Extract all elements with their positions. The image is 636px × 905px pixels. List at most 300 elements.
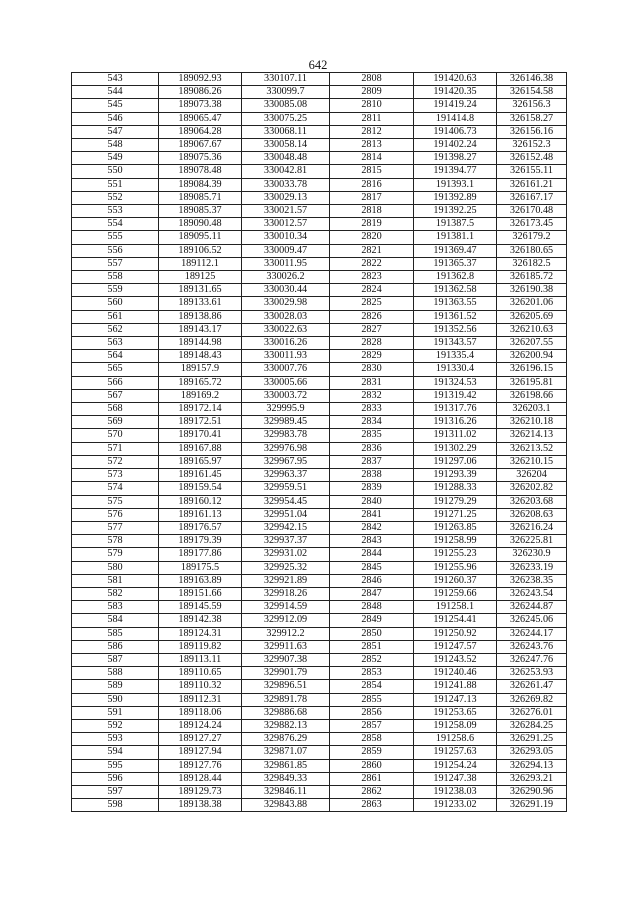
table-row — [72, 231, 567, 244]
x-coordinate-right: 191311.02 — [414, 429, 497, 442]
y-coordinate-right: 326253.93 — [497, 667, 567, 680]
y-coordinate-left: 330016.26 — [242, 337, 330, 350]
y-coordinate-right: 326230.9 — [497, 548, 567, 561]
y-coordinate-right: 326208.63 — [497, 508, 567, 521]
point-number-right: 2854 — [330, 680, 414, 693]
y-coordinate-left: 330029.13 — [242, 191, 330, 204]
x-coordinate-right: 191365.37 — [414, 257, 497, 270]
table-row — [72, 86, 567, 99]
table-row — [72, 469, 567, 482]
x-coordinate-left: 189161.13 — [159, 508, 242, 521]
table-row — [72, 310, 567, 323]
x-coordinate-right: 191247.38 — [414, 772, 497, 785]
y-coordinate-left: 329921.89 — [242, 574, 330, 587]
point-number-right: 2846 — [330, 574, 414, 587]
y-coordinate-right: 326179.2 — [497, 231, 567, 244]
y-coordinate-right: 326238.35 — [497, 574, 567, 587]
x-coordinate-right: 191293.39 — [414, 469, 497, 482]
point-number-right: 2852 — [330, 653, 414, 666]
x-coordinate-right: 191243.52 — [414, 653, 497, 666]
y-coordinate-right: 326196.15 — [497, 363, 567, 376]
point-number-left: 585 — [72, 627, 159, 640]
point-number-right: 2860 — [330, 759, 414, 772]
y-coordinate-right: 326203.68 — [497, 495, 567, 508]
table-row — [72, 99, 567, 112]
x-coordinate-right: 191317.76 — [414, 403, 497, 416]
y-coordinate-right: 326290.96 — [497, 785, 567, 798]
point-number-left: 579 — [72, 548, 159, 561]
point-number-left: 581 — [72, 574, 159, 587]
x-coordinate-right: 191419.24 — [414, 99, 497, 112]
point-number-left: 555 — [72, 231, 159, 244]
x-coordinate-left: 189165.97 — [159, 455, 242, 468]
point-number-left: 571 — [72, 442, 159, 455]
y-coordinate-right: 326284.25 — [497, 719, 567, 732]
x-coordinate-left: 189160.12 — [159, 495, 242, 508]
x-coordinate-right: 191420.63 — [414, 73, 497, 86]
table-row — [72, 363, 567, 376]
x-coordinate-left: 189144.98 — [159, 337, 242, 350]
point-number-right: 2837 — [330, 455, 414, 468]
x-coordinate-left: 189065.47 — [159, 112, 242, 125]
point-number-right: 2836 — [330, 442, 414, 455]
y-coordinate-left: 330011.93 — [242, 350, 330, 363]
y-coordinate-left: 329882.13 — [242, 719, 330, 732]
table-row — [72, 297, 567, 310]
point-number-right: 2845 — [330, 561, 414, 574]
y-coordinate-left: 329951.04 — [242, 508, 330, 521]
x-coordinate-left: 189128.44 — [159, 772, 242, 785]
y-coordinate-left: 330075.25 — [242, 112, 330, 125]
point-number-right: 2858 — [330, 733, 414, 746]
y-coordinate-right: 326185.72 — [497, 271, 567, 284]
point-number-left: 582 — [72, 587, 159, 600]
y-coordinate-right: 326291.25 — [497, 733, 567, 746]
point-number-left: 574 — [72, 482, 159, 495]
x-coordinate-left: 189064.28 — [159, 125, 242, 138]
y-coordinate-left: 330029.98 — [242, 297, 330, 310]
point-number-left: 549 — [72, 152, 159, 165]
table-row — [72, 455, 567, 468]
point-number-right: 2853 — [330, 667, 414, 680]
table-row — [72, 680, 567, 693]
y-coordinate-right: 326167.17 — [497, 191, 567, 204]
x-coordinate-right: 191254.41 — [414, 614, 497, 627]
point-number-right: 2832 — [330, 389, 414, 402]
point-number-right: 2844 — [330, 548, 414, 561]
y-coordinate-right: 326155.11 — [497, 165, 567, 178]
y-coordinate-right: 326202.82 — [497, 482, 567, 495]
x-coordinate-left: 189175.5 — [159, 561, 242, 574]
x-coordinate-left: 189127.76 — [159, 759, 242, 772]
point-number-right: 2809 — [330, 86, 414, 99]
y-coordinate-left: 330107.11 — [242, 73, 330, 86]
x-coordinate-left: 189157.9 — [159, 363, 242, 376]
y-coordinate-left: 330026.2 — [242, 271, 330, 284]
y-coordinate-right: 326244.17 — [497, 627, 567, 640]
x-coordinate-right: 191363.55 — [414, 297, 497, 310]
y-coordinate-right: 326201.06 — [497, 297, 567, 310]
x-coordinate-left: 189165.72 — [159, 376, 242, 389]
table-row — [72, 429, 567, 442]
y-coordinate-left: 329849.33 — [242, 772, 330, 785]
y-coordinate-right: 326207.55 — [497, 337, 567, 350]
point-number-right: 2856 — [330, 706, 414, 719]
point-number-left: 573 — [72, 469, 159, 482]
x-coordinate-left: 189110.65 — [159, 667, 242, 680]
point-number-right: 2827 — [330, 323, 414, 336]
point-number-left: 560 — [72, 297, 159, 310]
table-row — [72, 561, 567, 574]
point-number-right: 2822 — [330, 257, 414, 270]
y-coordinate-left: 330022.63 — [242, 323, 330, 336]
x-coordinate-left: 189112.1 — [159, 257, 242, 270]
y-coordinate-left: 329912.09 — [242, 614, 330, 627]
x-coordinate-right: 191394.77 — [414, 165, 497, 178]
x-coordinate-right: 191392.89 — [414, 191, 497, 204]
x-coordinate-left: 189169.2 — [159, 389, 242, 402]
y-coordinate-right: 326210.18 — [497, 416, 567, 429]
point-number-right: 2848 — [330, 601, 414, 614]
x-coordinate-right: 191259.66 — [414, 587, 497, 600]
table-row — [72, 693, 567, 706]
x-coordinate-left: 189163.89 — [159, 574, 242, 587]
y-coordinate-left: 330099.7 — [242, 86, 330, 99]
point-number-left: 553 — [72, 205, 159, 218]
table-row — [72, 323, 567, 336]
point-number-right: 2829 — [330, 350, 414, 363]
y-coordinate-left: 330010.34 — [242, 231, 330, 244]
table-row — [72, 495, 567, 508]
table-row — [72, 350, 567, 363]
y-coordinate-left: 330048.48 — [242, 152, 330, 165]
x-coordinate-right: 191258.6 — [414, 733, 497, 746]
point-number-right: 2850 — [330, 627, 414, 640]
x-coordinate-right: 191330.4 — [414, 363, 497, 376]
y-coordinate-right: 326247.76 — [497, 653, 567, 666]
point-number-left: 588 — [72, 667, 159, 680]
point-number-right: 2823 — [330, 271, 414, 284]
x-coordinate-left: 189118.06 — [159, 706, 242, 719]
x-coordinate-right: 191288.33 — [414, 482, 497, 495]
table-row — [72, 191, 567, 204]
x-coordinate-right: 191335.4 — [414, 350, 497, 363]
point-number-left: 558 — [72, 271, 159, 284]
point-number-right: 2826 — [330, 310, 414, 323]
table-row — [72, 73, 567, 86]
y-coordinate-left: 330021.57 — [242, 205, 330, 218]
y-coordinate-right: 326154.58 — [497, 86, 567, 99]
point-number-right: 2833 — [330, 403, 414, 416]
y-coordinate-left: 329896.51 — [242, 680, 330, 693]
y-coordinate-right: 326203.1 — [497, 403, 567, 416]
point-number-right: 2830 — [330, 363, 414, 376]
point-number-left: 564 — [72, 350, 159, 363]
y-coordinate-left: 329861.85 — [242, 759, 330, 772]
y-coordinate-right: 326243.76 — [497, 640, 567, 653]
point-number-left: 562 — [72, 323, 159, 336]
point-number-right: 2862 — [330, 785, 414, 798]
x-coordinate-right: 191253.65 — [414, 706, 497, 719]
x-coordinate-left: 189119.82 — [159, 640, 242, 653]
y-coordinate-left: 329912.2 — [242, 627, 330, 640]
point-number-right: 2842 — [330, 521, 414, 534]
table-row — [72, 178, 567, 191]
x-coordinate-right: 191319.42 — [414, 389, 497, 402]
y-coordinate-left: 330058.14 — [242, 139, 330, 152]
y-coordinate-right: 326146.38 — [497, 73, 567, 86]
y-coordinate-left: 329843.88 — [242, 799, 330, 812]
point-number-left: 543 — [72, 73, 159, 86]
point-number-left: 569 — [72, 416, 159, 429]
x-coordinate-left: 189078.48 — [159, 165, 242, 178]
point-number-left: 545 — [72, 99, 159, 112]
point-number-right: 2825 — [330, 297, 414, 310]
point-number-left: 591 — [72, 706, 159, 719]
table-row — [72, 601, 567, 614]
y-coordinate-left: 329963.37 — [242, 469, 330, 482]
x-coordinate-right: 191271.25 — [414, 508, 497, 521]
table-row — [72, 799, 567, 812]
x-coordinate-left: 189145.59 — [159, 601, 242, 614]
point-number-right: 2810 — [330, 99, 414, 112]
x-coordinate-left: 189170.41 — [159, 429, 242, 442]
y-coordinate-left: 330007.76 — [242, 363, 330, 376]
point-number-right: 2811 — [330, 112, 414, 125]
x-coordinate-left: 189073.38 — [159, 99, 242, 112]
x-coordinate-left: 189127.94 — [159, 746, 242, 759]
y-coordinate-right: 326152.48 — [497, 152, 567, 165]
x-coordinate-right: 191279.29 — [414, 495, 497, 508]
table-row — [72, 271, 567, 284]
y-coordinate-left: 330011.95 — [242, 257, 330, 270]
point-number-left: 563 — [72, 337, 159, 350]
point-number-left: 578 — [72, 535, 159, 548]
x-coordinate-left: 189167.88 — [159, 442, 242, 455]
x-coordinate-left: 189124.31 — [159, 627, 242, 640]
y-coordinate-right: 326293.21 — [497, 772, 567, 785]
table-row — [72, 733, 567, 746]
table-row — [72, 719, 567, 732]
y-coordinate-right: 326195.81 — [497, 376, 567, 389]
y-coordinate-right: 326261.47 — [497, 680, 567, 693]
x-coordinate-left: 189113.11 — [159, 653, 242, 666]
table-row — [72, 389, 567, 402]
y-coordinate-left: 329918.26 — [242, 587, 330, 600]
point-number-left: 561 — [72, 310, 159, 323]
x-coordinate-right: 191258.09 — [414, 719, 497, 732]
y-coordinate-left: 329891.78 — [242, 693, 330, 706]
x-coordinate-right: 191352.56 — [414, 323, 497, 336]
table-row — [72, 244, 567, 257]
x-coordinate-right: 191254.24 — [414, 759, 497, 772]
y-coordinate-right: 326180.65 — [497, 244, 567, 257]
table-row — [72, 772, 567, 785]
x-coordinate-left: 189172.51 — [159, 416, 242, 429]
point-number-right: 2855 — [330, 693, 414, 706]
x-coordinate-right: 191250.92 — [414, 627, 497, 640]
point-number-right: 2859 — [330, 746, 414, 759]
x-coordinate-right: 191247.13 — [414, 693, 497, 706]
table-row — [72, 139, 567, 152]
point-number-left: 559 — [72, 284, 159, 297]
point-number-left: 587 — [72, 653, 159, 666]
point-number-left: 580 — [72, 561, 159, 574]
x-coordinate-right: 191393.1 — [414, 178, 497, 191]
point-number-left: 590 — [72, 693, 159, 706]
y-coordinate-left: 329942.15 — [242, 521, 330, 534]
point-number-left: 570 — [72, 429, 159, 442]
table-row — [72, 442, 567, 455]
y-coordinate-right: 326210.63 — [497, 323, 567, 336]
y-coordinate-right: 326225.81 — [497, 535, 567, 548]
x-coordinate-left: 189110.32 — [159, 680, 242, 693]
y-coordinate-left: 330068.11 — [242, 125, 330, 138]
point-number-right: 2820 — [330, 231, 414, 244]
point-number-left: 546 — [72, 112, 159, 125]
x-coordinate-left: 189148.43 — [159, 350, 242, 363]
x-coordinate-right: 191361.52 — [414, 310, 497, 323]
table-row — [72, 152, 567, 165]
point-number-left: 592 — [72, 719, 159, 732]
table-row — [72, 508, 567, 521]
x-coordinate-left: 189084.39 — [159, 178, 242, 191]
x-coordinate-right: 191402.24 — [414, 139, 497, 152]
table-row — [72, 706, 567, 719]
y-coordinate-left: 329886.68 — [242, 706, 330, 719]
y-coordinate-right: 326245.06 — [497, 614, 567, 627]
point-number-right: 2817 — [330, 191, 414, 204]
table-row — [72, 284, 567, 297]
point-number-right: 2847 — [330, 587, 414, 600]
x-coordinate-right: 191297.06 — [414, 455, 497, 468]
point-number-left: 586 — [72, 640, 159, 653]
point-number-right: 2849 — [330, 614, 414, 627]
y-coordinate-left: 329911.63 — [242, 640, 330, 653]
y-coordinate-right: 326291.19 — [497, 799, 567, 812]
x-coordinate-left: 189129.73 — [159, 785, 242, 798]
x-coordinate-right: 191240.46 — [414, 667, 497, 680]
table-row — [72, 587, 567, 600]
x-coordinate-left: 189085.37 — [159, 205, 242, 218]
x-coordinate-left: 189161.45 — [159, 469, 242, 482]
table-row — [72, 653, 567, 666]
table-row — [72, 205, 567, 218]
point-number-right: 2839 — [330, 482, 414, 495]
point-number-right: 2812 — [330, 125, 414, 138]
y-coordinate-right: 326158.27 — [497, 112, 567, 125]
x-coordinate-right: 191362.58 — [414, 284, 497, 297]
point-number-left: 572 — [72, 455, 159, 468]
point-number-left: 551 — [72, 178, 159, 191]
y-coordinate-right: 326294.13 — [497, 759, 567, 772]
x-coordinate-left: 189112.31 — [159, 693, 242, 706]
table-row — [72, 112, 567, 125]
y-coordinate-right: 326170.48 — [497, 205, 567, 218]
point-number-right: 2861 — [330, 772, 414, 785]
table-row — [72, 416, 567, 429]
table-row — [72, 337, 567, 350]
table-row — [72, 548, 567, 561]
table-row — [72, 403, 567, 416]
table-row — [72, 667, 567, 680]
y-coordinate-left: 329967.95 — [242, 455, 330, 468]
page-number: 642 — [308, 58, 328, 72]
point-number-right: 2808 — [330, 73, 414, 86]
point-number-right: 2813 — [330, 139, 414, 152]
x-coordinate-left: 189092.93 — [159, 73, 242, 86]
y-coordinate-right: 326213.52 — [497, 442, 567, 455]
x-coordinate-left: 189143.17 — [159, 323, 242, 336]
point-number-left: 565 — [72, 363, 159, 376]
y-coordinate-left: 329907.38 — [242, 653, 330, 666]
table-row — [72, 376, 567, 389]
y-coordinate-left: 330085.08 — [242, 99, 330, 112]
y-coordinate-right: 326182.5 — [497, 257, 567, 270]
y-coordinate-right: 326161.21 — [497, 178, 567, 191]
y-coordinate-right: 326156.16 — [497, 125, 567, 138]
x-coordinate-left: 189075.36 — [159, 152, 242, 165]
x-coordinate-right: 191414.8 — [414, 112, 497, 125]
table-row — [72, 574, 567, 587]
table-row — [72, 627, 567, 640]
y-coordinate-left: 329954.45 — [242, 495, 330, 508]
point-number-right: 2814 — [330, 152, 414, 165]
point-number-left: 594 — [72, 746, 159, 759]
y-coordinate-right: 326210.15 — [497, 455, 567, 468]
point-number-right: 2815 — [330, 165, 414, 178]
point-number-left: 595 — [72, 759, 159, 772]
x-coordinate-left: 189125 — [159, 271, 242, 284]
point-number-left: 554 — [72, 218, 159, 231]
point-number-right: 2843 — [330, 535, 414, 548]
table-row — [72, 482, 567, 495]
x-coordinate-left: 189124.24 — [159, 719, 242, 732]
point-number-right: 2841 — [330, 508, 414, 521]
point-number-left: 566 — [72, 376, 159, 389]
x-coordinate-right: 191362.8 — [414, 271, 497, 284]
x-coordinate-left: 189085.71 — [159, 191, 242, 204]
y-coordinate-left: 329846.11 — [242, 785, 330, 798]
y-coordinate-left: 329914.59 — [242, 601, 330, 614]
point-number-left: 577 — [72, 521, 159, 534]
point-number-right: 2834 — [330, 416, 414, 429]
point-number-right: 2840 — [330, 495, 414, 508]
point-number-right: 2831 — [330, 376, 414, 389]
y-coordinate-left: 329876.29 — [242, 733, 330, 746]
x-coordinate-left: 189127.27 — [159, 733, 242, 746]
coordinates-table-body — [72, 73, 567, 812]
x-coordinate-right: 191302.29 — [414, 442, 497, 455]
point-number-left: 597 — [72, 785, 159, 798]
point-number-left: 552 — [72, 191, 159, 204]
coordinates-table — [71, 72, 567, 812]
table-row — [72, 218, 567, 231]
y-coordinate-right: 326276.01 — [497, 706, 567, 719]
x-coordinate-right: 191258.1 — [414, 601, 497, 614]
y-coordinate-right: 326214.13 — [497, 429, 567, 442]
point-number-left: 596 — [72, 772, 159, 785]
table-row — [72, 746, 567, 759]
x-coordinate-left: 189095.11 — [159, 231, 242, 244]
y-coordinate-left: 329989.45 — [242, 416, 330, 429]
x-coordinate-right: 191258.99 — [414, 535, 497, 548]
point-number-right: 2828 — [330, 337, 414, 350]
x-coordinate-right: 191238.03 — [414, 785, 497, 798]
point-number-left: 557 — [72, 257, 159, 270]
point-number-left: 556 — [72, 244, 159, 257]
point-number-left: 598 — [72, 799, 159, 812]
